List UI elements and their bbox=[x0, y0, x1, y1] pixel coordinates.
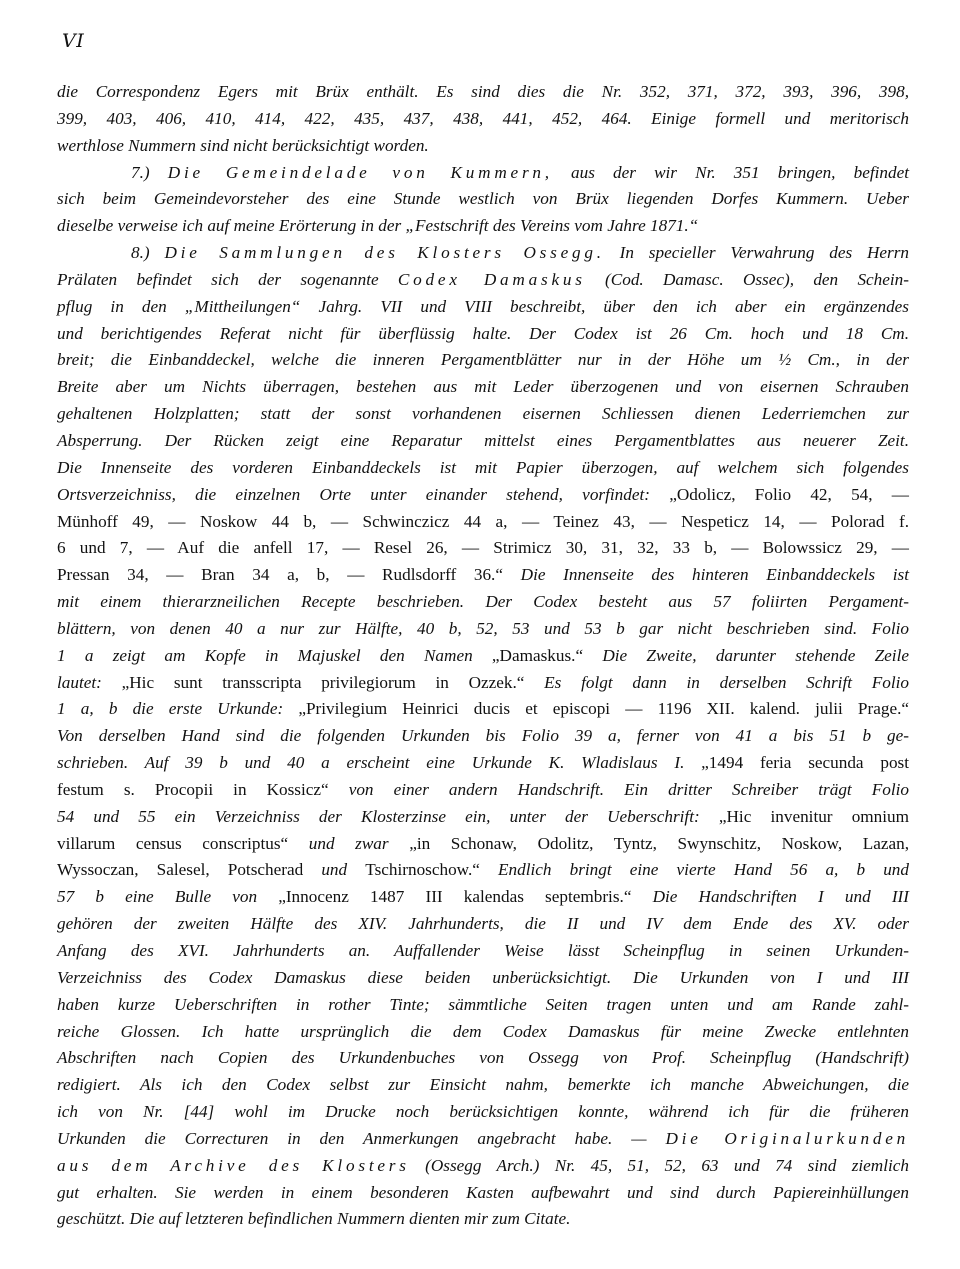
quoted-text: „Privilegium Heinrici ducis et episcopi — 1196 XII. kalend. julii Prage.“ bbox=[298, 699, 909, 719]
text-line: werthlose Nummern sind nicht berücksichtigt worden. bbox=[57, 135, 429, 155]
quoted-text: „Odolicz, Folio 42, 54, — bbox=[669, 484, 909, 504]
quoted-text: „Damaskus.“ bbox=[491, 645, 584, 665]
page-number: VI bbox=[62, 30, 85, 52]
spaced-heading: Codex Damaskus bbox=[397, 269, 586, 289]
spaced-heading: Die Gemeindelade von Kummern, bbox=[167, 162, 553, 182]
text-line: festum s. Procopii in Kossicz“ von einer andern Handschrift. Ein dritter Schreiber trägt Folio bbox=[57, 779, 909, 799]
text-line: gut erhalten. Sie werden in einem besonderen Kasten aufbewahrt und sind durch Papiereinhüllungen bbox=[57, 1182, 909, 1202]
spaced-heading: Die Sammlungen des Klosters Ossegg. bbox=[164, 243, 605, 263]
text-line: 7.) Die Gemeindelade von Kummern, aus der wir Nr. 351 bringen, befindet bbox=[131, 162, 909, 182]
quoted-text: festum s. Procopii in Kossicz“ bbox=[57, 779, 329, 799]
text-line: 399, 403, 406, 410, 414, 422, 435, 437, 438, 441, 452, 464. Einige formell und meritorisch bbox=[57, 108, 909, 128]
text-line: reiche Glossen. Ich hatte ursprünglich die dem Codex Damaskus für meine Zwecke entlehnten bbox=[57, 1021, 909, 1041]
text-line: 1 a zeigt am Kopfe in Majuskel den Namen „Damaskus.“ Die Zweite, darunter stehende Zeile bbox=[57, 645, 909, 665]
text-line: Prälaten befindet sich der sogenannte Codex Damaskus (Cod. Damasc. Ossec), den Schein- bbox=[57, 269, 909, 289]
body-text bbox=[57, 79, 909, 1233]
text-line: geschützt. Die auf letzteren befindlichen Nummern dienten mir zum Citate. bbox=[57, 1209, 571, 1229]
text-line: die Correspondenz Egers mit Brüx enthält. Es sind dies die Nr. 352, 371, 372, 393, 396, 398, bbox=[57, 82, 909, 101]
text-line: villarum census conscriptus“ und zwar „in Schonaw, Odolitz, Tyntz, Swynschitz, Noskow, Lazan, bbox=[57, 833, 909, 853]
text-line: Die Innenseite des vorderen Einbanddeckels ist mit Papier überzogen, auf welchem sich folgendes bbox=[57, 457, 909, 477]
spaced-heading: Die Originalurkunden bbox=[665, 1128, 910, 1148]
text-line: 1 a, b die erste Urkunde: „Privilegium Heinrici ducis et episcopi — 1196 XII. kalend. julii Prage.“ bbox=[57, 699, 909, 719]
quoted-text: Tschirnoschow.“ bbox=[365, 860, 480, 880]
text-line: redigiert. Als ich den Codex selbst zur Einsicht nahm, bemerkte ich manche Abweichungen, die bbox=[57, 1075, 909, 1095]
text-line: 54 und 55 ein Verzeichniss der Klosterzinse ein, unter der Ueberschrift: „Hic invenitur omnium bbox=[57, 806, 909, 826]
quoted-text: villarum census conscriptus“ bbox=[57, 833, 289, 853]
text-line: schrieben. Auf 39 b und 40 a erscheint eine Urkunde K. Wladislaus I. „1494 feria secunda post bbox=[57, 753, 909, 773]
text-line: ich von Nr. [44] wohl im Drucke noch berücksichtigen konnte, während ich für die früheren bbox=[57, 1102, 909, 1122]
quoted-text: „in Schonaw, Odolitz, Tyntz, Swynschitz, Noskow, Lazan, bbox=[409, 833, 909, 853]
text-line: aus dem Archive des Klosters (Ossegg Arch.) Nr. 45, 51, 52, 63 und 74 sind ziemlich bbox=[57, 1155, 909, 1175]
spaced-heading: aus dem Archive des Klosters bbox=[57, 1155, 410, 1175]
text-line: gehaltenen Holzplatten; statt der sonst vorhandenen eisernen Schliessen dienen Lederriemchen zur bbox=[57, 404, 909, 424]
text-line: lautet: „Hic sunt transscripta privilegiorum in Ozzek.“ Es folgt dann in derselben Schrift Folio bbox=[57, 672, 909, 692]
quoted-text: Pressan 34, — Bran 34 a, b, — Rudlsdorff 36.“ bbox=[57, 565, 503, 585]
text-line: blättern, von denen 40 a nur zur Hälfte, 40 b, 52, 53 und 53 b gar nicht beschrieben sind. Folio bbox=[57, 618, 909, 638]
text-line: Absperrung. Der Rücken zeigt eine Reparatur mittelst eines Pergamentblattes aus neuerer Zeit. bbox=[57, 430, 909, 450]
text-line: 6 und 7, — Auf die anfell 17, — Resel 26, — Strimicz 30, 31, 32, 33 b, — Bolowssicz 29, — bbox=[57, 538, 909, 558]
text-line: Wyssoczan, Salesel, Potscherad und Tschirnoschow.“ Endlich bringt eine vierte Hand 56 a, b und bbox=[57, 860, 909, 880]
text-line: Abschriften nach Copien des Urkundenbuches von Ossegg von Prof. Scheinpflug (Handschrift) bbox=[57, 1048, 909, 1068]
text-line: gehören der zweiten Hälfte des XIV. Jahrhunderts, die II und IV dem Ende des XV. oder bbox=[57, 914, 909, 934]
quoted-text: „Hic sunt transscripta privilegiorum in Ozzek.“ bbox=[121, 672, 525, 692]
text-line: Pressan 34, — Bran 34 a, b, — Rudlsdorff 36.“ Die Innenseite des hinteren Einbanddeckels ist bbox=[57, 565, 910, 585]
text-line: Von derselben Hand sind die folgenden Urkunden bis Folio 39 a, ferner von 41 a bis 51 b ge- bbox=[57, 726, 909, 746]
text-line: Münhoff 49, — Noskow 44 b, — Schwinczicz 44 a, — Teinez 43, — Nespeticz 14, — Polorad f. bbox=[57, 511, 909, 531]
text-line: Ortsverzeichniss, die einzelnen Orte unter einander stehend, vorfindet: „Odolicz, Folio 42, 54, — bbox=[57, 484, 909, 504]
text-line: pflug in den „Mittheilungen“ Jahrg. VII und VIII beschreibt, über den ich aber ein ergänzendes bbox=[57, 296, 909, 316]
text-line: und berichtigendes Referat nicht für überflüssig halte. Der Codex ist 26 Cm. hoch und 18 Cm. bbox=[57, 323, 909, 343]
text-line: breit; die Einbanddeckel, welche die inneren Pergamentblätter nur in der Höhe um ½ Cm., in der bbox=[57, 350, 909, 370]
quoted-text: „Hic invenitur omnium bbox=[718, 806, 909, 826]
text-line: Urkunden die Correcturen in den Anmerkungen angebracht habe. — Die Originalurkunden bbox=[57, 1128, 910, 1148]
text-line: mit einem thierarzneilichen Recepte beschrieben. Der Codex besteht aus 57 foliirten Pergament- bbox=[57, 592, 909, 612]
text-line: haben kurze Ueberschriften in rother Tinte; sämmtliche Seiten tragen unten und am Rande zahl- bbox=[57, 994, 909, 1014]
text-line: dieselbe verweise ich auf meine Erörterung in der „Festschrift des Vereins vom Jahre 1871.“ bbox=[57, 216, 699, 236]
text-line: 8.) Die Sammlungen des Klosters Ossegg. In specieller Verwahrung des Herrn bbox=[131, 243, 909, 263]
quoted-text: Wyssoczan, Salesel, Potscherad bbox=[57, 860, 304, 880]
text-line: Verzeichniss des Codex Damaskus diese beiden unberücksichtigt. Die Urkunden von I und III bbox=[57, 967, 909, 987]
text-line: 57 b eine Bulle von „Innocenz 1487 III kalendas septembris.“ Die Handschriften I und III bbox=[57, 887, 909, 907]
quoted-text: „1494 feria secunda post bbox=[701, 753, 909, 773]
text-line: Breite aber um Nichts überragen, bestehen aus mit Leder überzogenen und von eisernen Schrauben bbox=[57, 377, 909, 397]
quoted-text: „Innocenz 1487 III kalendas septembris.“ bbox=[278, 887, 632, 907]
text-line: Anfang des XVI. Jahrhunderts an. Auffallender Weise lässt Scheinpflug in seinen Urkunden- bbox=[57, 941, 909, 960]
text-line: sich beim Gemeindevorsteher des eine Stunde westlich von Brüx liegenden Dorfes Kummern. Ueber bbox=[57, 189, 909, 209]
